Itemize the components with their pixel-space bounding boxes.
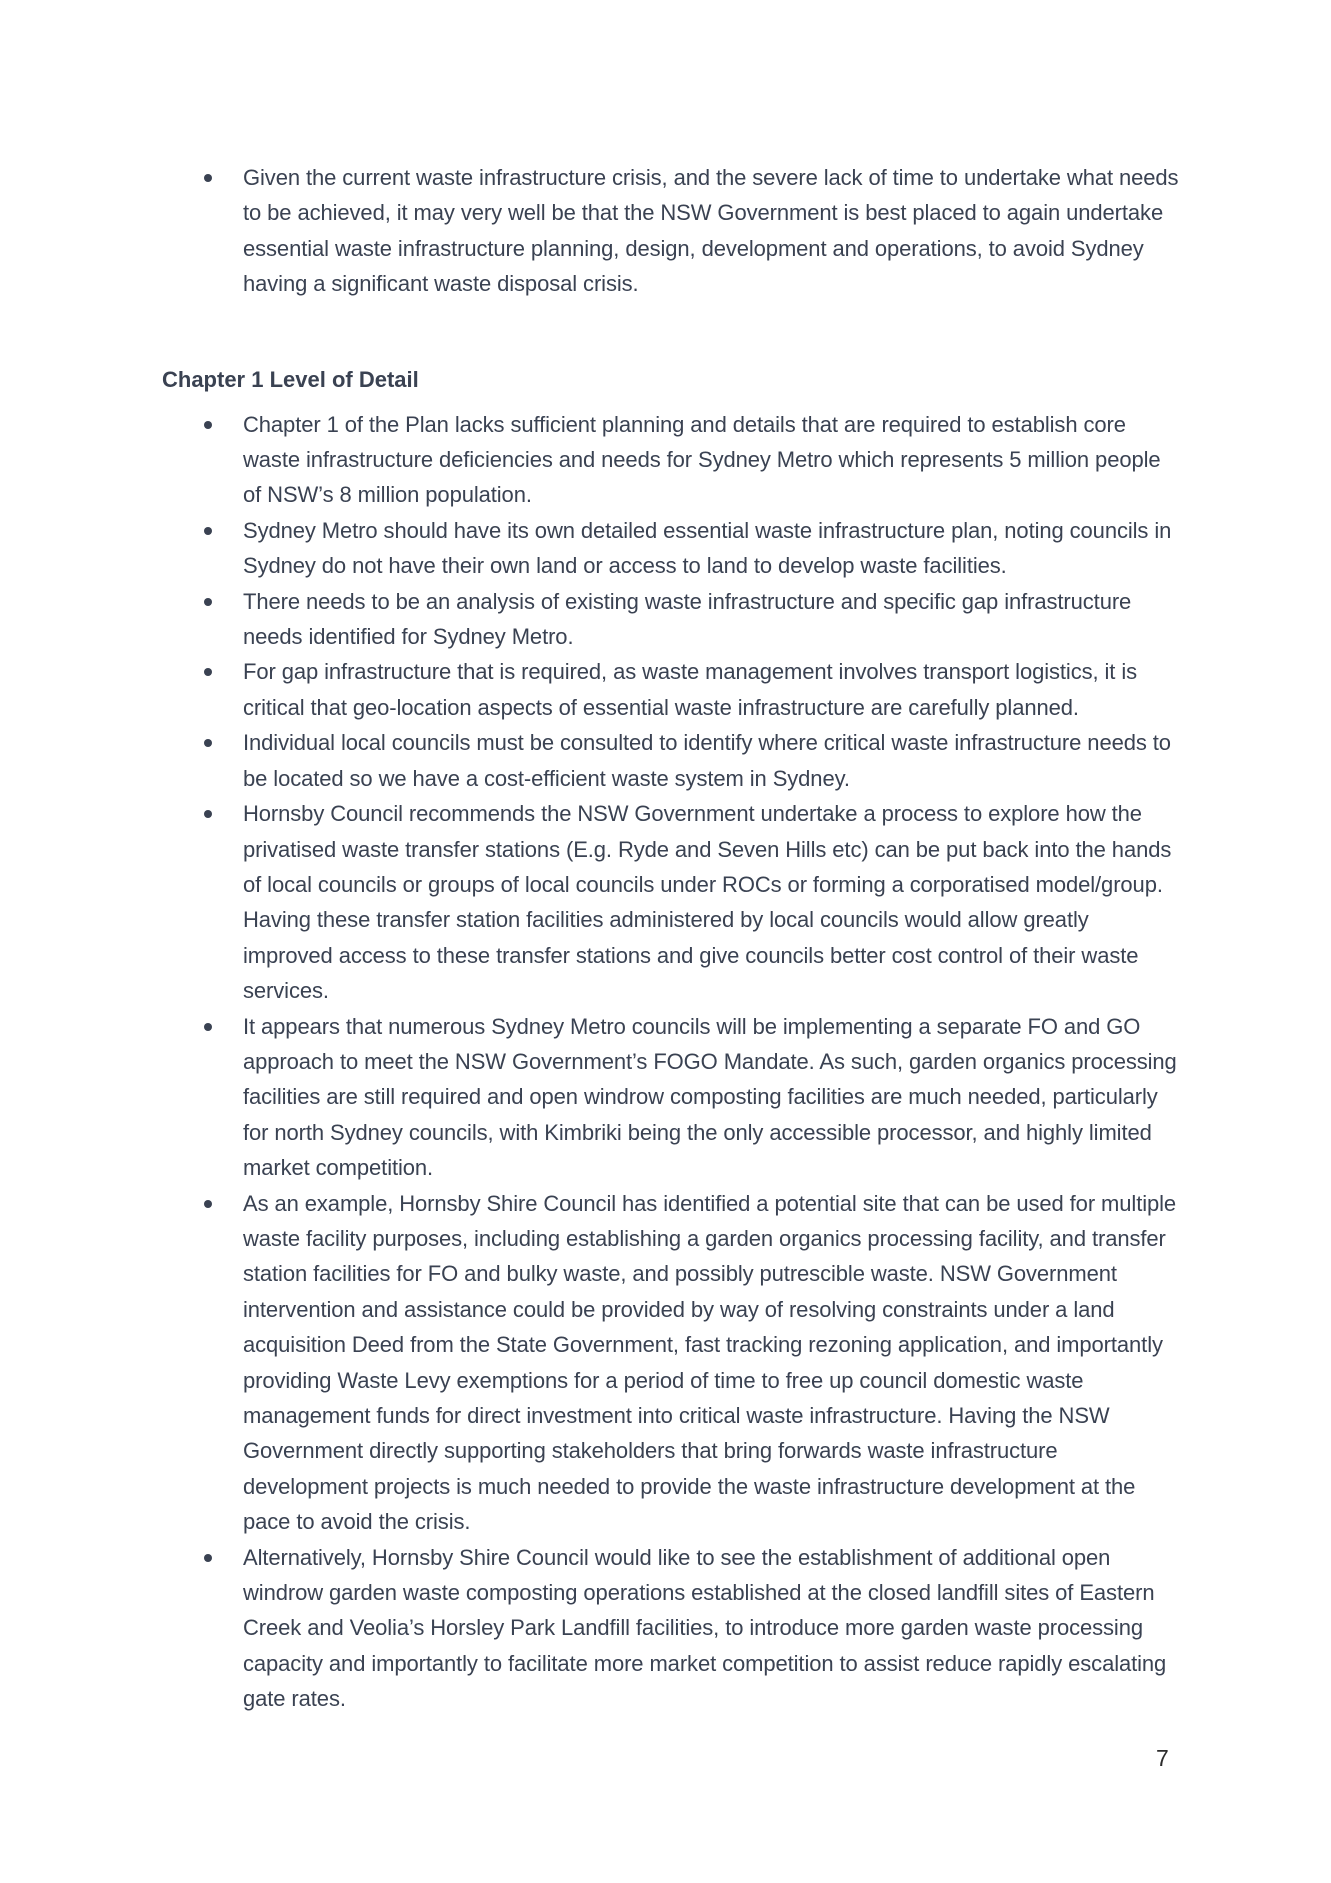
bullet-text: For gap infrastructure that is required, as waste management involves transport logistics, it is critical that geo-location aspects of essential waste infrastructure are carefully planned. <box>243 659 1138 720</box>
bullet-dot-icon <box>204 1023 212 1031</box>
page-number: 7 <box>1156 1745 1169 1771</box>
bullet-text: As an example, Hornsby Shire Council has identified a potential site that can be used for multiple waste facility purposes, including establishing a garden organics processing facility, and transfer station facilities for FO and bulky waste, and possibly putrescible waste. NSW Government intervention and assistance could be provided by way of resolving constraints under a land acquisition Deed from the State Government, fast tracking rezoning application, and importantly providing Waste Levy exemptions for a period of time to free up council domestic waste management funds for direct investment into critical waste infrastructure. Having the NSW Government directly supporting stakeholders that bring forwards waste infrastructure development projects is much needed to provide the waste infrastructure development at the pace to avoid the crisis. <box>243 1190 1177 1535</box>
bullet-dot-icon <box>204 810 212 818</box>
bullet-item <box>162 407 1182 513</box>
section-heading: Chapter 1 Level of Detail <box>162 366 419 392</box>
bullet-item <box>162 725 1182 796</box>
bullet-dot-icon <box>204 598 212 606</box>
bullet-text: Given the current waste infrastructure crisis, and the severe lack of time to undertake what needs to be achieved, it may very well be that the NSW Government is best placed to again undertake essential waste infrastructure planning, design, development and operations, to avoid Sydney having a significant waste disposal crisis. <box>243 165 1179 297</box>
bullet-text: Alternatively, Hornsby Shire Council would like to see the establishment of additional open windrow garden waste composting operations established at the closed landfill sites of Eastern Creek and Veolia’s Horsley Park Landfill facilities, to introduce more garden waste processing capacity and importantly to facilitate more market competition to assist reduce rapidly escalating gate rates. <box>243 1544 1167 1712</box>
bullet-item <box>162 796 1182 1008</box>
bullet-dot-icon <box>204 421 212 429</box>
bullet-text: Sydney Metro should have its own detailed essential waste infrastructure plan, noting councils in Sydney do not have their own land or access to land to develop waste facilities. <box>243 517 1172 579</box>
bullet-item <box>162 160 1182 302</box>
bullet-item <box>162 513 1182 584</box>
bullet-text: Hornsby Council recommends the NSW Government undertake a process to explore how the privatised waste transfer stations (E.g. Ryde and Seven Hills etc) can be put back into the hands of local councils or groups of local councils under ROCs or forming a corporatised model/group. Having these transfer station facilities administered by local councils would allow greatly improved access to these transfer stations and give councils better cost control of their waste services. <box>243 801 1172 1004</box>
page-content <box>162 160 1182 1717</box>
bullet-dot-icon <box>204 668 212 676</box>
bullet-item <box>162 654 1182 725</box>
section-bullet-list <box>162 407 1182 1717</box>
bullet-dot-icon <box>204 527 212 535</box>
bullet-item <box>162 1540 1182 1717</box>
bullet-text: It appears that numerous Sydney Metro councils will be implementing a separate FO and GO approach to meet the NSW Government’s FOGO Mandate. As such, garden organics processing facilities are still required and open windrow composting facilities are much needed, particularly for north Sydney councils, with Kimbriki being the only accessible processor, and highly limited market competition. <box>243 1013 1177 1181</box>
bullet-text: There needs to be an analysis of existing waste infrastructure and specific gap infrastructure needs identified for Sydney Metro. <box>243 588 1132 650</box>
bullet-dot-icon <box>204 739 212 747</box>
bullet-item <box>162 1186 1182 1540</box>
bullet-item <box>162 1009 1182 1186</box>
bullet-dot-icon <box>204 174 212 182</box>
bullet-text: Chapter 1 of the Plan lacks sufficient planning and details that are required to establish core waste infrastructure deficiencies and needs for Sydney Metro which represents 5 million people of NSW’s 8 million population. <box>243 411 1161 508</box>
bullet-text: Individual local councils must be consulted to identify where critical waste infrastructure needs to be located so we have a cost-efficient waste system in Sydney. <box>243 730 1171 791</box>
bullet-item <box>162 584 1182 655</box>
intro-bullet-list <box>162 160 1182 302</box>
bullet-dot-icon <box>204 1200 212 1208</box>
bullet-dot-icon <box>204 1554 212 1562</box>
